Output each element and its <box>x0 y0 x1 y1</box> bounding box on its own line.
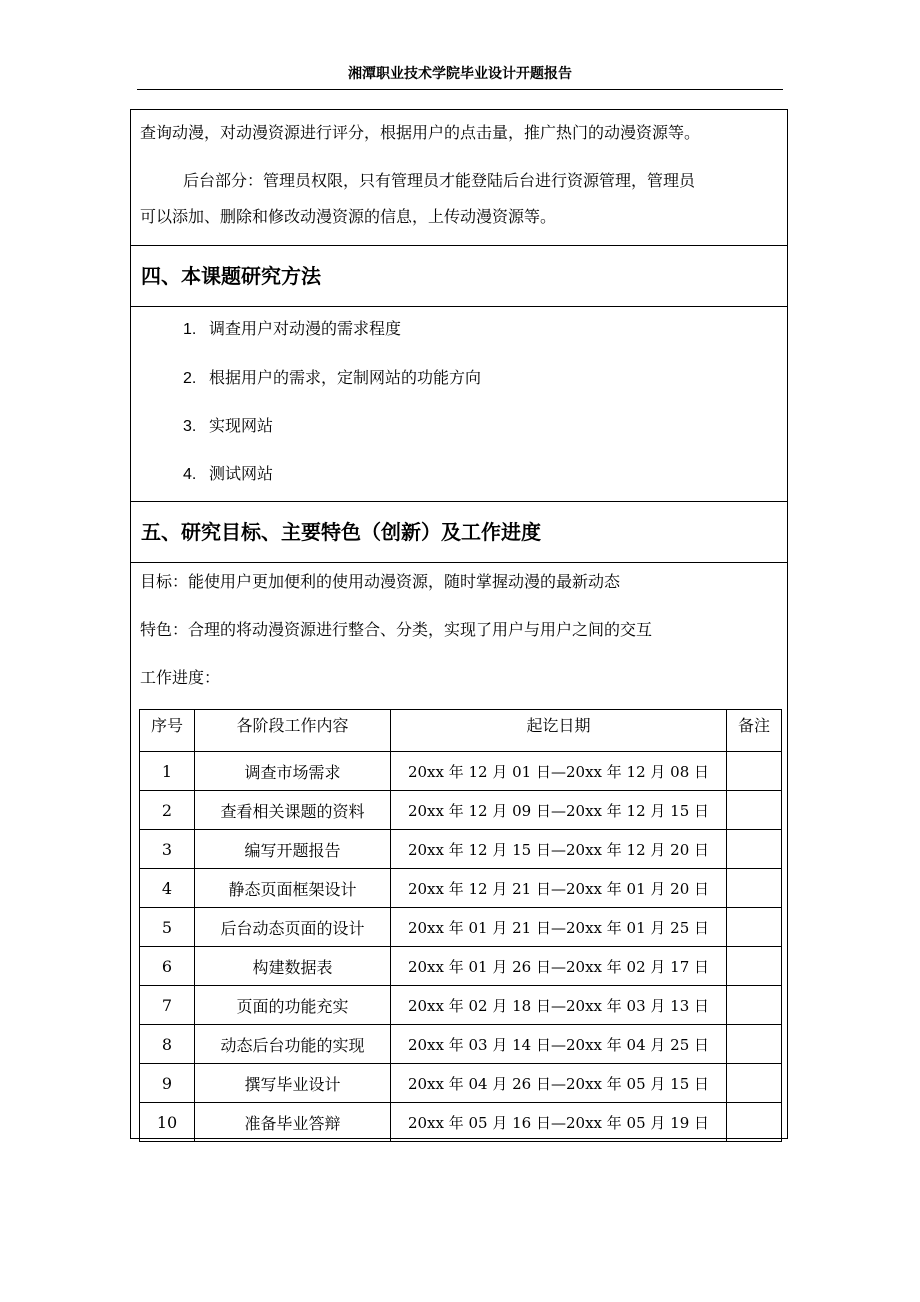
method-step <box>183 316 401 339</box>
section-heading: 五、研究目标、主要特色（创新）及工作进度 <box>141 520 541 544</box>
table-row <box>140 869 782 908</box>
cell-date: 20xx 年 12 月 21 日—20xx 年 01 月 20 日 <box>391 869 727 908</box>
column-header: 各阶段工作内容 <box>195 710 391 752</box>
report-frame <box>130 109 788 1139</box>
cell-number: 10 <box>140 1103 195 1142</box>
paragraph-line: 后台部分：管理员权限，只有管理员才能登陆后台进行资源管理，管理员 <box>183 171 696 190</box>
cell-note <box>727 908 782 947</box>
section-heading: 四、本课题研究方法 <box>141 264 321 288</box>
method-step <box>183 413 273 436</box>
paragraph-line: 可以添加、删除和修改动漫资源的信息，上传动漫资源等。 <box>140 207 557 226</box>
cell-date: 20xx 年 03 月 14 日—20xx 年 04 月 25 日 <box>391 1025 727 1064</box>
cell-task: 撰写毕业设计 <box>195 1064 391 1103</box>
step-number: 2. <box>183 370 197 387</box>
cell-date: 20xx 年 01 月 21 日—20xx 年 01 月 25 日 <box>391 908 727 947</box>
progress-label: 工作进度： <box>140 668 221 687</box>
cell-date: 20xx 年 04 月 26 日—20xx 年 05 月 15 日 <box>391 1064 727 1103</box>
cell-task: 编写开题报告 <box>195 830 391 869</box>
section-divider <box>131 501 787 502</box>
table-row <box>140 947 782 986</box>
step-number: 4. <box>183 466 197 483</box>
cell-note <box>727 1103 782 1142</box>
cell-note <box>727 830 782 869</box>
step-text: 调查用户对动漫的需求程度 <box>209 319 402 338</box>
table-row <box>140 1064 782 1103</box>
cell-note <box>727 1064 782 1103</box>
cell-date: 20xx 年 12 月 09 日—20xx 年 12 月 15 日 <box>391 791 727 830</box>
cell-number: 3 <box>140 830 195 869</box>
cell-number: 1 <box>140 752 195 791</box>
cell-note <box>727 752 782 791</box>
cell-note <box>727 1025 782 1064</box>
cell-date: 20xx 年 02 月 18 日—20xx 年 03 月 13 日 <box>391 986 727 1025</box>
section-divider <box>131 306 787 307</box>
step-text: 实现网站 <box>209 416 274 435</box>
table-row <box>140 1103 782 1142</box>
cell-number: 6 <box>140 947 195 986</box>
cell-number: 7 <box>140 986 195 1025</box>
table-row <box>140 908 782 947</box>
method-step <box>183 365 481 388</box>
cell-number: 2 <box>140 791 195 830</box>
column-header: 备注 <box>727 710 782 752</box>
cell-number: 9 <box>140 1064 195 1103</box>
cell-task: 构建数据表 <box>195 947 391 986</box>
cell-number: 8 <box>140 1025 195 1064</box>
goal-text: 目标：能使用户更加便利的使用动漫资源，随时掌握动漫的最新动态 <box>140 572 621 591</box>
cell-date: 20xx 年 12 月 15 日—20xx 年 12 月 20 日 <box>391 830 727 869</box>
column-header: 序号 <box>140 710 195 752</box>
step-text: 根据用户的需求，定制网站的功能方向 <box>209 368 482 387</box>
cell-task: 动态后台功能的实现 <box>195 1025 391 1064</box>
section-divider <box>131 245 787 246</box>
cell-task: 调查市场需求 <box>195 752 391 791</box>
feature-text: 特色：合理的将动漫资源进行整合、分类，实现了用户与用户之间的交互 <box>140 620 653 639</box>
cell-date: 20xx 年 05 月 16 日—20xx 年 05 月 19 日 <box>391 1103 727 1142</box>
table-row <box>140 791 782 830</box>
section-divider <box>131 562 787 563</box>
page-header: 湘潭职业技术学院毕业设计开题报告 <box>137 63 783 90</box>
cell-task: 静态页面框架设计 <box>195 869 391 908</box>
step-number: 3. <box>183 418 197 435</box>
cell-task: 查看相关课题的资料 <box>195 791 391 830</box>
method-step <box>183 461 273 484</box>
step-text: 测试网站 <box>209 464 274 483</box>
table-header-row <box>140 710 782 752</box>
table-row <box>140 752 782 791</box>
cell-note <box>727 947 782 986</box>
column-header: 起讫日期 <box>391 710 727 752</box>
cell-note <box>727 869 782 908</box>
cell-date: 20xx 年 01 月 26 日—20xx 年 02 月 17 日 <box>391 947 727 986</box>
cell-note <box>727 791 782 830</box>
table-row <box>140 1025 782 1064</box>
cell-date: 20xx 年 12 月 01 日—20xx 年 12 月 08 日 <box>391 752 727 791</box>
cell-number: 4 <box>140 869 195 908</box>
table-row <box>140 830 782 869</box>
paragraph-line: 查询动漫，对动漫资源进行评分，根据用户的点击量，推广热门的动漫资源等。 <box>140 123 701 142</box>
schedule-table <box>139 709 782 1142</box>
step-number: 1. <box>183 321 197 338</box>
cell-task: 后台动态页面的设计 <box>195 908 391 947</box>
table-row <box>140 986 782 1025</box>
cell-number: 5 <box>140 908 195 947</box>
cell-task: 页面的功能充实 <box>195 986 391 1025</box>
cell-note <box>727 986 782 1025</box>
cell-task: 准备毕业答辩 <box>195 1103 391 1142</box>
